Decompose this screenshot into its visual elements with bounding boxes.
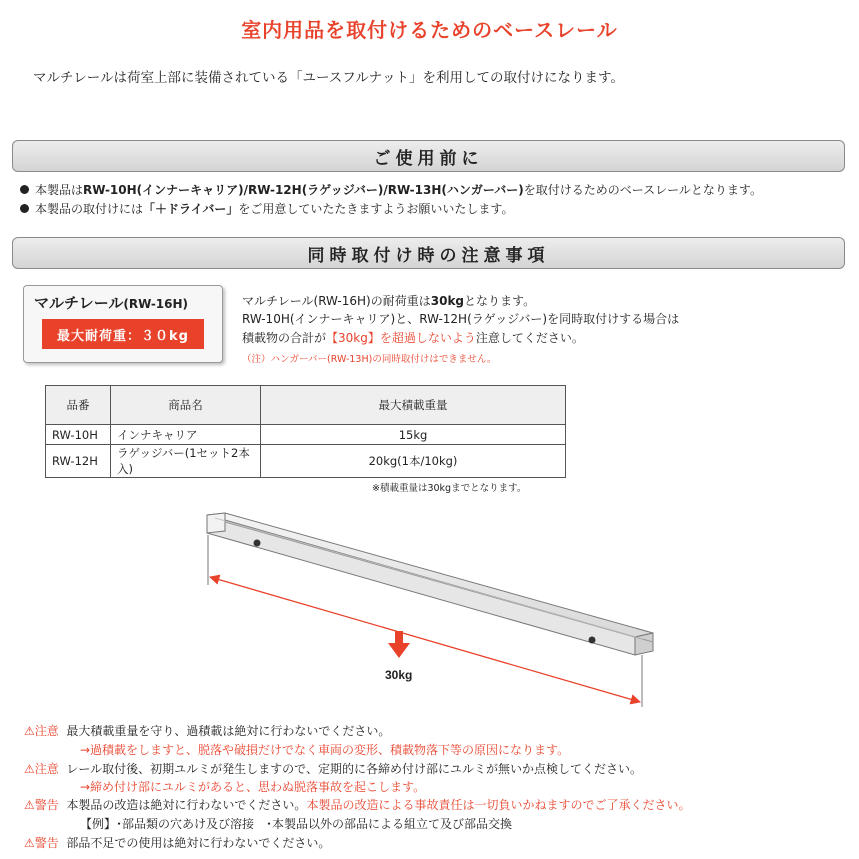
- rail-shape: [207, 513, 653, 655]
- cell-product-name: ラゲッジバー(1セット2本入): [111, 445, 261, 478]
- warning-icon: ⚠: [24, 798, 35, 812]
- warning-1-detail: 【例】･部品類の穴あけ及び溶接 ･本製品以外の部品による組立て及び部品交換: [80, 817, 513, 831]
- bullet-icon: [20, 185, 29, 194]
- header-product-name: 商品名: [111, 386, 261, 425]
- table-note: ※積載重量は30kgまでとなります。: [372, 483, 527, 494]
- page-title: 室内用品を取付けるためのベースレール: [241, 18, 618, 42]
- product-name: マルチレール(RW-16H): [34, 294, 189, 312]
- desc-line-2: RW-10H(インナーキャリア)と、RW-12H(ラゲッジバー)を同時取付けする場合は: [242, 312, 680, 326]
- caution-1: ⚠注意 最大積載重量を守り、過積載は絶対に行わないでください。: [24, 724, 391, 738]
- warning-1: ⚠警告 本製品の改造は絶対に行わないでください。本製品の改造による事故責任は一切負いかねますのでご了承ください。: [24, 798, 691, 812]
- bullet-item-compatibility: 本製品はRW-10H(インナーキャリア)/RW-12H(ラゲッジバー)/RW-13H(ハンガーバー)を取付けるためのベースレールとなります。: [20, 181, 762, 198]
- bolt-hole-icon: [589, 637, 596, 644]
- rail-diagram: [195, 505, 665, 715]
- warning-icon: ⚠: [24, 762, 35, 776]
- bullet-item-tool: 本製品の取付けには「＋ドライバー」をご用意していたたきますようお願いいたします。: [20, 200, 513, 217]
- section-heading-before-use: ご使用前に: [12, 140, 845, 172]
- desc-line-3: 積載物の合計が【30kg】を超過しないよう注意してください。: [242, 331, 584, 345]
- cell-part-number: RW-10H: [46, 425, 111, 445]
- table-row: [46, 425, 566, 445]
- table-header-row: [46, 386, 566, 425]
- cell-max-load: 20kg(1本/10kg): [261, 445, 566, 478]
- spec-table: [45, 385, 566, 478]
- product-box: [23, 285, 223, 363]
- section-heading-simultaneous-mount: 同時取付け時の注意事項: [12, 237, 845, 269]
- desc-line-1: マルチレール(RW-16H)の耐荷重は30kgとなります。: [242, 294, 536, 308]
- length-dimension-arrow: [210, 577, 640, 702]
- max-load-badge: 最大耐荷重：３０kg: [42, 319, 204, 349]
- caution-1-detail: →過積載をしますと、脱落や破損だけでなく車両の変形、積載物落下等の原因になります。: [80, 743, 570, 757]
- bolt-hole-icon: [254, 540, 261, 547]
- load-label: 30kg: [385, 668, 413, 682]
- caution-2-detail: →締め付け部にユルミがあると、思わぬ脱落事故を起こします。: [80, 780, 426, 794]
- cell-product-name: インナキャリア: [111, 425, 261, 445]
- caution-2: ⚠注意 レール取付後、初期ユルミが発生しますので、定期的に各締め付け部にユルミが無いか点検してください。: [24, 762, 642, 776]
- cell-max-load: 15kg: [261, 425, 566, 445]
- load-arrow-icon: [388, 631, 410, 658]
- desc-note: （注）ハンガーバー(RW-13H)の同時取付けはできません。: [242, 354, 497, 365]
- intro-text: マルチレールは荷室上部に装備されている「ユースフルナット」を利用しての取付けになります。: [33, 70, 624, 86]
- cell-part-number: RW-12H: [46, 445, 111, 478]
- header-part-number: 品番: [46, 386, 111, 425]
- bullet-icon: [20, 204, 29, 213]
- header-max-load: 最大積載重量: [261, 386, 566, 425]
- warning-icon: ⚠: [24, 836, 35, 850]
- table-row: [46, 445, 566, 478]
- warning-icon: ⚠: [24, 724, 35, 738]
- warning-2: ⚠警告 部品不足での使用は絶対に行わないでください。: [24, 836, 331, 850]
